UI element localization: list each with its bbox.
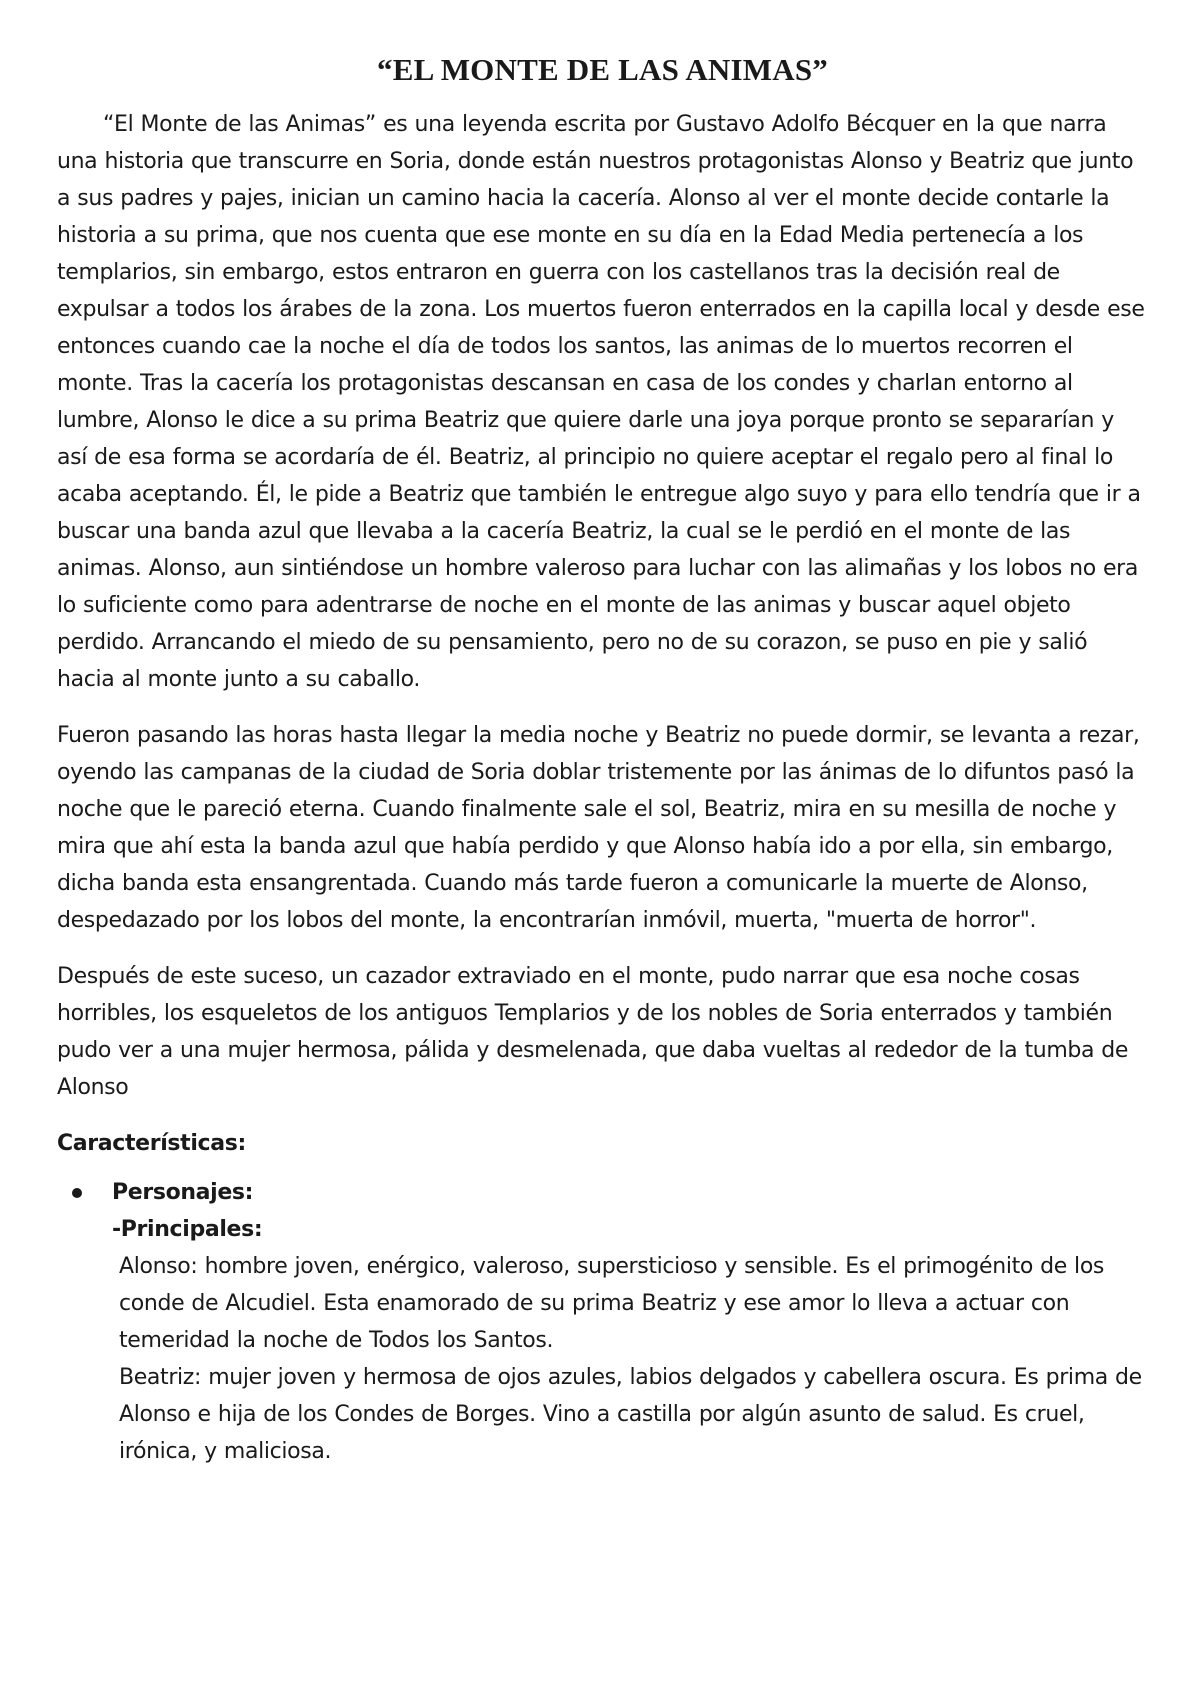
section-heading-characteristics: Características:: [57, 1131, 246, 1156]
document-title: “EL MONTE DE LAS ANIMAS”: [377, 52, 828, 87]
bullet-icon: [72, 1188, 82, 1198]
paragraph-summary: “El Monte de las Animas” es una leyenda escrita por Gustavo Adolfo Bécquer en la que narra una historia que transcurre en Soria, donde están nuestros protagonistas Alonso y Beatriz que junto a sus padres y pajes, inician un camino hacia la cacería. Alonso al ver el monte decide contarle la historia a su prima, que nos cuenta que ese monte en su día en la Edad Media pertenecía a los templarios, sin embargo, estos entraron en guerra con los castellanos tras la decisión real de expulsar a todos los árabes de la zona. Los muertos fueron enterrados en la capilla local y desde ese entonces cuando cae la noche el día de todos los santos, las animas de lo muertos recorren el monte. Tras la cacería los protagonistas descansan en casa de los condes y charlan entorno al lumbre, Alonso le dice a su prima Beatriz que quiere darle una joya porque pronto se separarían y así de esa forma se acordaría de él. Beatriz, al principio no quiere aceptar el regalo pero al final lo acaba aceptando. Él, le pide a Beatriz que también le entregue algo suyo y para ello tendría que ir a buscar una banda azul que llevaba a la cacería Beatriz, la cual se le perdió en el monte de las animas. Alonso, aun sintiéndose un hombre valeroso para luchar con las alimañas y los lobos no era lo suficiente como para adentrarse de noche en el monte de las animas y buscar aquel objeto perdido. Arrancando el miedo de su pensamiento, pero no de su corazon, se puso en pie y salió hacia al monte junto a su caballo.: [57, 112, 1145, 692]
character-alonso: Alonso: hombre joven, enérgico, valeroso, supersticioso y sensible. Es el primogénito de los conde de Alcudiel. Esta enamorado de su prima Beatriz y ese amor lo lleva a actuar con temeridad la noche de Todos los Santos.: [119, 1254, 1105, 1353]
characteristics-list: [57, 1174, 1148, 1470]
character-beatriz: Beatriz: mujer joven y hermosa de ojos azules, labios delgados y cabellera oscura. Es prima de Alonso e hija de los Condes de Borges. Vino a castilla por algún asunto de salud. Es cruel, irónica, y maliciosa.: [119, 1365, 1142, 1464]
subheading-main-characters: -Principales:: [112, 1217, 263, 1242]
paragraph-night: Fueron pasando las horas hasta llegar la media noche y Beatriz no puede dormir, se levanta a rezar, oyendo las campanas de la ciudad de Soria doblar tristemente por las ánimas de lo difuntos pasó la noche que le pareció eterna. Cuando finalmente sale el sol, Beatriz, mira en su mesilla de noche y mira que ahí esta la banda azul que había perdido y que Alonso había ido a por ella, sin embargo, dicha banda esta ensangrentada. Cuando más tarde fueron a comunicarle la muerte de Alonso, despedazado por los lobos del monte, la encontrarían inmóvil, muerta, "muerta de horror".: [57, 723, 1140, 933]
bullet-label-characters: Personajes:: [112, 1180, 254, 1205]
list-item-characters: [57, 1174, 1148, 1470]
paragraph-aftermath: Después de este suceso, un cazador extraviado en el monte, pudo narrar que esa noche cosas horribles, los esqueletos de los antiguos Templarios y de los nobles de Soria enterrados y también pudo ver a una mujer hermosa, pálida y desmelenada, que daba vueltas al rededor de la tumba de Alonso: [57, 964, 1129, 1100]
